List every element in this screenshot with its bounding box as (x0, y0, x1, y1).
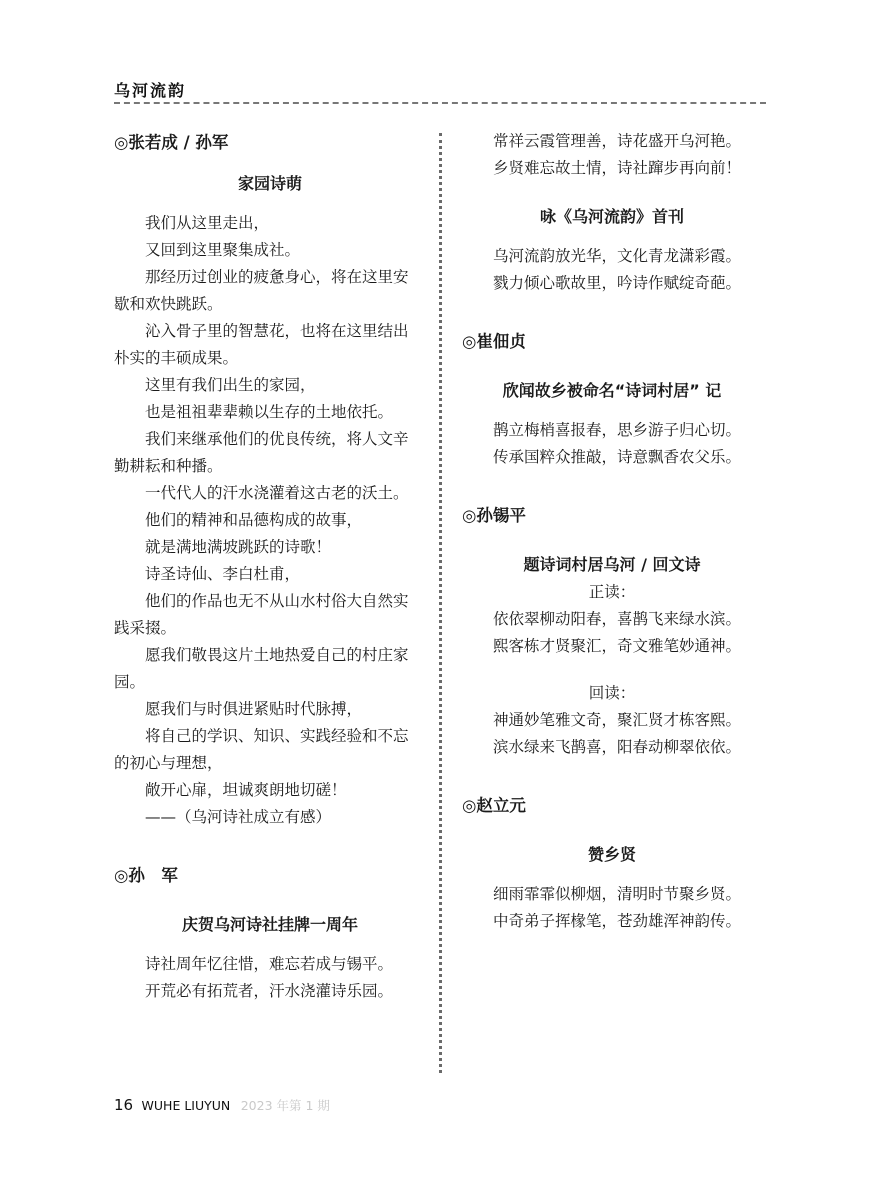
page-footer (114, 1096, 330, 1114)
poem-line: 乌河流韵放光华，文化青龙潇彩霞。 (493, 247, 742, 265)
poem-line: 那经历过创业的疲惫身心，将在这里安 (145, 268, 409, 286)
author-heading: ◎孙 军 (114, 866, 178, 885)
poem-line: 诗社周年忆往惜，难忘若成与锡平。 (145, 955, 394, 973)
poem-line: 又回到这里聚集成社。 (145, 241, 301, 259)
poem-line: 勤耕耘和种播。 (114, 457, 223, 475)
poem-line: 朴实的丰硕成果。 (114, 349, 239, 367)
poem-line: 也是祖祖辈辈赖以生存的土地依托。 (145, 403, 394, 421)
author-heading: ◎赵立元 (462, 796, 526, 815)
poem-line: 这里有我们出生的家园， (145, 376, 316, 394)
poem-line: 我们来继承他们的优良传统，将人文辛 (145, 430, 409, 448)
poem-line: 诗圣诗仙、李白杜甫， (145, 565, 301, 583)
author-heading: ◎崔佃贞 (462, 332, 526, 351)
poem-line: 愿我们敬畏这片土地热爱自己的村庄家 (145, 646, 409, 664)
poem-note: ——（乌河诗社成立有感） (145, 808, 332, 826)
poem-line: 依依翠柳动阳春，喜鹊飞来绿水滨。 (493, 610, 742, 628)
poem-title: 咏《乌河流韵》首刊 (539, 207, 684, 226)
reading-label: 回读： (588, 684, 636, 702)
page-number: 16 (114, 1096, 134, 1114)
poem-title: 庆贺乌河诗社挂牌一周年 (181, 915, 358, 934)
poem-line: 他们的作品也无不从山水村俗大自然实 (145, 592, 409, 610)
poem-line: 一代代人的汗水浇灌着这古老的沃土。 (145, 484, 409, 502)
poem-line: 熙客栋才贤聚汇，奇文雅笔妙通神。 (493, 637, 742, 655)
column-divider (439, 133, 442, 1073)
poem-line: 的初心与理想， (114, 754, 223, 772)
poem-line: 开荒必有拓荒者，汗水浇灌诗乐园。 (145, 982, 394, 1000)
poem-line: 鹊立梅梢喜报春，思乡游子归心切。 (493, 421, 742, 439)
poem-line: 滨水绿来飞鹊喜，阳春动柳翠依依。 (493, 738, 742, 756)
poem-line: 我们从这里走出， (145, 214, 270, 232)
reading-label: 正读： (588, 583, 636, 601)
poem-line: 将自己的学识、知识、实践经验和不忘 (145, 727, 409, 745)
poem-line: 神通妙笔雅文奇，聚汇贤才栋客熙。 (493, 711, 742, 729)
magazine-name: WUHE LIUYUN (141, 1098, 231, 1113)
poem-title: 家园诗萌 (237, 174, 302, 193)
poem-line: 中奇弟子挥椽笔，苍劲雄浑神韵传。 (493, 912, 742, 930)
poem-line: 践采掇。 (114, 619, 177, 637)
poem-line: 愿我们与时俱进紧贴时代脉搏， (145, 700, 363, 718)
poem-line: 他们的精神和品德构成的故事， (145, 511, 363, 529)
poem-line: 传承国粹众推敲，诗意飘香农父乐。 (493, 448, 742, 466)
poem-title: 题诗词村居乌河 / 回文诗 (523, 555, 701, 574)
poem-line: 细雨霏霏似柳烟，清明时节聚乡贤。 (493, 885, 742, 903)
right-column (462, 128, 762, 935)
poem-line: 园。 (114, 673, 146, 691)
header-divider (114, 102, 766, 104)
issue-label: 2023 年第 1 期 (240, 1098, 330, 1113)
poem-title: 欣闻故乡被命名“诗词村居” 记 (502, 381, 722, 400)
poem-line: 常祥云霞管理善，诗花盛开乌河艳。 (493, 132, 742, 150)
left-column (114, 128, 426, 1005)
poem-title: 赞乡贤 (587, 845, 636, 864)
poem-line: 就是满地满坡跳跃的诗歌！ (145, 538, 332, 556)
running-header-title: 乌河流韵 (114, 81, 187, 100)
poem-line: 沁入骨子里的智慧花，也将在这里结出 (145, 322, 409, 340)
author-heading: ◎张若成 / 孙军 (114, 133, 229, 152)
poem-line: 歇和欢快跳跃。 (114, 295, 223, 313)
author-heading: ◎孙锡平 (462, 506, 526, 525)
poem-line: 敞开心扉，坦诚爽朗地切磋！ (145, 781, 347, 799)
poem-line: 乡贤难忘故土情，诗社蹿步再向前！ (493, 159, 742, 177)
poem-body (114, 210, 426, 831)
poem-line: 戮力倾心歌故里，吟诗作赋绽奇葩。 (493, 274, 742, 292)
